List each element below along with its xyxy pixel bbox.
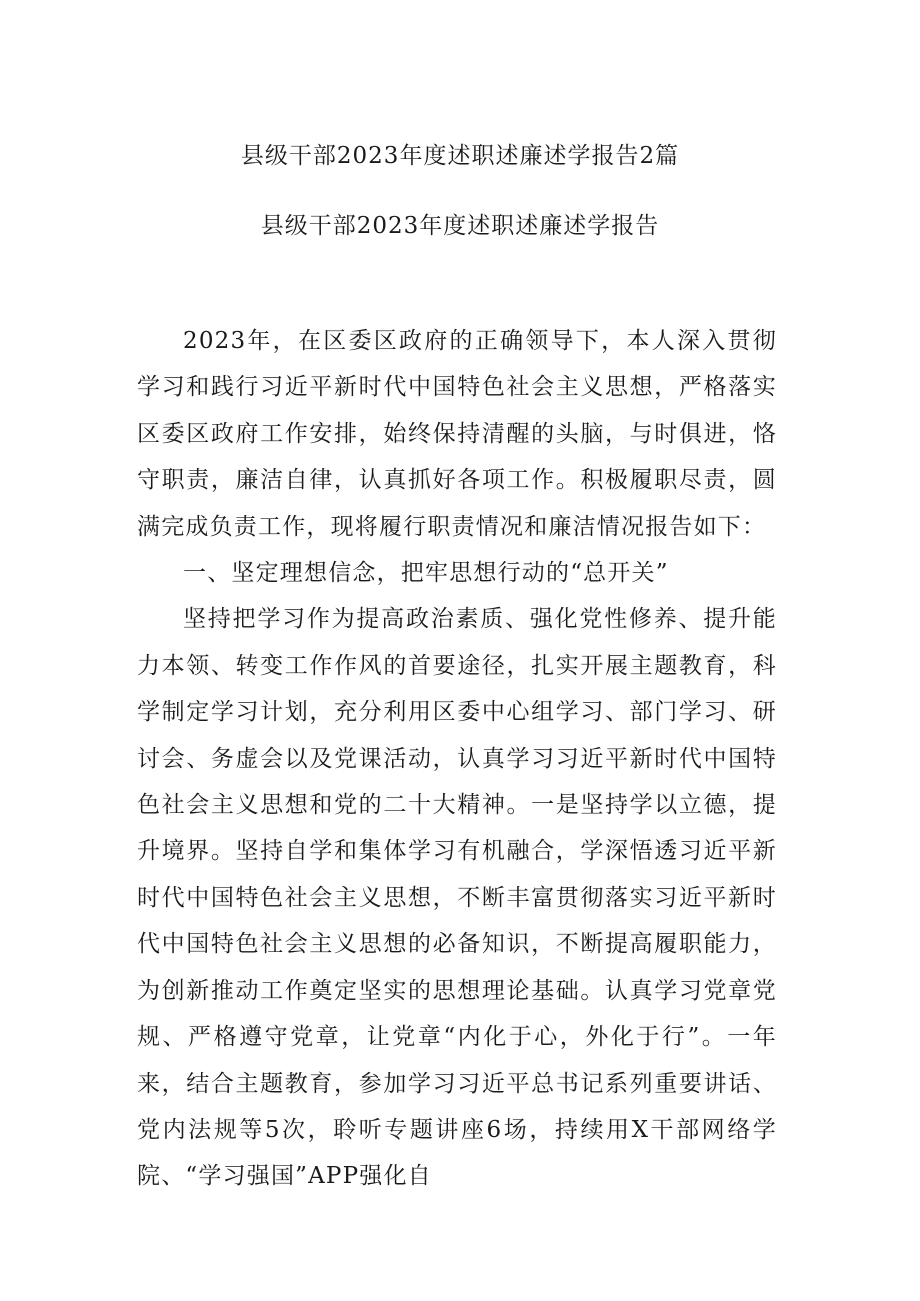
document-title: 县级干部2023年度述职述廉述学报告2篇 xyxy=(240,143,680,169)
section-heading-1: 一、坚定理想信念，把牢思想行动的“总开关” xyxy=(183,560,669,587)
document-body xyxy=(137,318,777,1200)
paragraph-study: 坚持把学习作为提高政治素质、强化党性修养、提升能力本领、转变工作作风的首要途径，扎实开展主题教育，科学制定学习计划，充分利用区委中心组学习、部门学习、研讨会、务虚会以及党课活动，认真学习习近平新时代中国特色社会主义思想和党的二十大精神。一是坚持学以立德，提升境界。坚持自学和集体学习有机融合，学深悟透习近平新时代中国特色社会主义思想，不断丰富贯彻落实习近平新时代中国特色社会主义思想的必备知识，不断提高履职能力，为创新推动工作奠定坚实的思想理论基础。认真学习党章党规、严格遵守党章，让党章“内化于心，外化于行”。一年来，结合主题教育，参加学习习近平总书记系列重要讲话、党内法规等5次，聆听专题讲座6场，持续用X干部网络学院、“学习强国”APP强化自 xyxy=(137,606,777,1190)
paragraph-intro: 2023年，在区委区政府的正确领导下，本人深入贯彻学习和践行习近平新时代中国特色社会主义思想，严格落实区委区政府工作安排，始终保持清醒的头脑，与时俱进，恪守职责，廉洁自律，认真抓好各项工作。积极履职尽责，圆满完成负责工作，现将履行职责情况和廉洁情况报告如下： xyxy=(137,328,777,540)
document-subtitle: 县级干部2023年度述职述廉述学报告 xyxy=(260,213,660,239)
